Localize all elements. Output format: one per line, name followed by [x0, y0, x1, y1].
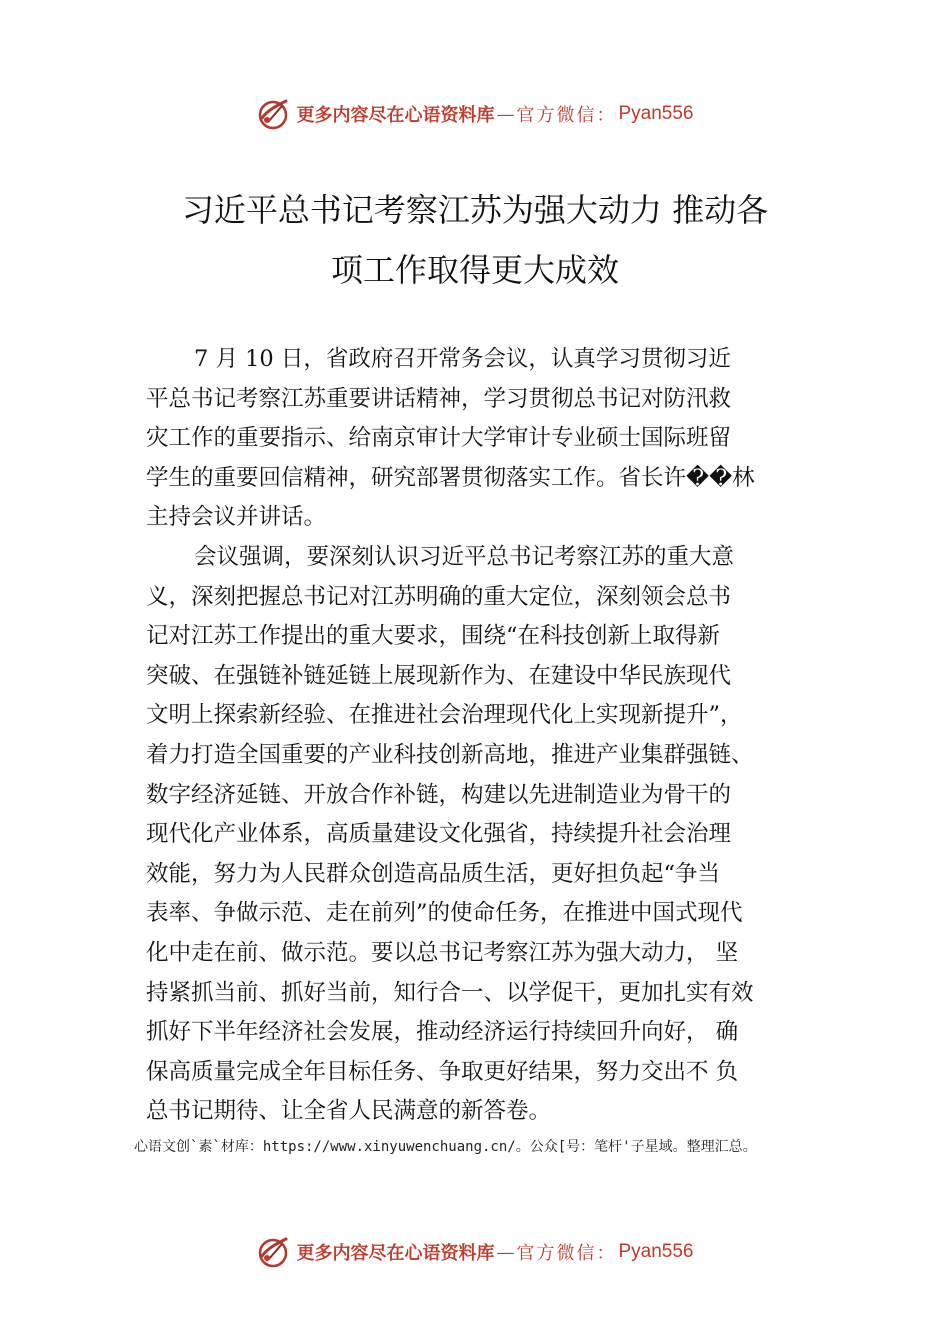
brush-logo-icon	[256, 96, 292, 132]
body-line: 记对江苏工作提出的重大要求，围绕“在科技创新上取得新	[146, 623, 721, 650]
body-line: 抓好下半年经济社会发展，推动经济运行持续回升向好， 确	[146, 1019, 739, 1046]
body-line: 突破、在强链补链延链上展现新作为、在建设中华民族现代	[146, 662, 732, 689]
body-line: 着力打造全国重要的产业科技创新高地，推进产业集群强链、	[146, 741, 754, 768]
body-line: 平总书记考察江苏重要讲话精神，学习贯彻总书记对防汛救	[146, 385, 732, 412]
title-line-2: 项工作取得更大成效	[330, 251, 619, 289]
body-line: 现代化产业体系，高质量建设文化强省，持续提升社会治理	[146, 821, 732, 848]
source-note: 心语文创`素`材库：https://www.xinyuwenchuang.cn/。公众[号：笔杆'子星域。整理汇总。	[134, 1139, 757, 1155]
body-line: 表率、争做示范、走在前列”的使命任务，在推进中国式现代	[146, 900, 743, 927]
brush-logo-icon	[256, 1234, 292, 1270]
footer-banner	[0, 1232, 950, 1272]
body-line: 学生的重要回信精神，研究部署贯彻落实工作。省长许��林	[146, 464, 755, 491]
body-line: 会议强调，要深刻认识习近平总书记考察江苏的重大意	[194, 543, 735, 570]
body-line: 效能，努力为人民群众创造高品质生活，更好担负起“争当	[146, 860, 721, 887]
banner-label: 官方微信：	[516, 105, 617, 126]
article-body	[146, 340, 836, 1132]
title-line-1: 习近平总书记考察江苏为强大动力 推动各	[181, 191, 769, 229]
body-line: 化中走在前、做示范。要以总书记考察江苏为强大动力， 坚	[146, 939, 739, 966]
banner-wechat-id: Pyan556	[618, 103, 694, 124]
body-line: 数字经济延链、开放合作补链，构建以先进制造业为骨干的	[146, 781, 732, 808]
body-line: 文明上探索新经验、在推进社会治理现代化上实现新提升”，	[146, 702, 743, 729]
banner-wechat-id: Pyan556	[618, 1241, 694, 1262]
body-line: 持紧抓当前、抓好当前，知行合一、以学促干，更加扎实有效	[146, 979, 754, 1006]
banner-label: 官方微信：	[516, 1243, 617, 1264]
banner-title: 更多内容尽在心语资料库	[296, 1243, 495, 1264]
page-title	[120, 180, 830, 300]
banner-title: 更多内容尽在心语资料库	[296, 105, 495, 126]
body-line: 主持会议并讲话。	[146, 504, 327, 531]
body-line: 灾工作的重要指示、给南京审计大学审计专业硕士国际班留	[146, 425, 732, 452]
body-line: 保高质量完成全年目标任务、争取更好结果，努力交出不 负	[146, 1058, 739, 1085]
banner-dash: —	[496, 1241, 515, 1263]
banner-dash: —	[496, 103, 515, 125]
body-line: 总书记期待、让全省人民满意的新答卷。	[146, 1098, 552, 1125]
body-line: 7 月 10 日，省政府召开常务会议，认真学习贯彻习近	[194, 346, 731, 372]
header-banner	[0, 94, 950, 134]
body-line: 义，深刻把握总书记对江苏明确的重大定位，深刻领会总书	[146, 583, 732, 610]
